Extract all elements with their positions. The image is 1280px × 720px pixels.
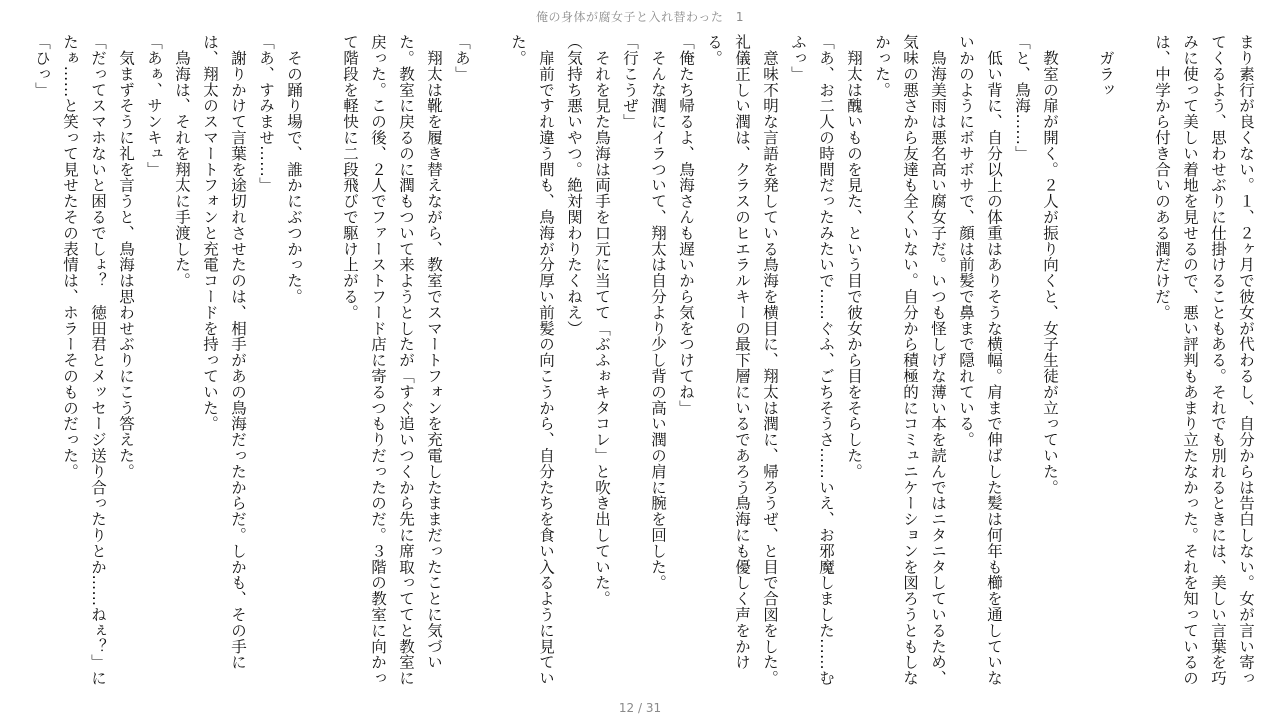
paragraph: ガラッ xyxy=(1097,34,1115,98)
paragraph: 扉前ですれ違う間も、鳥海が分厚い前髪の向こうから、自分たちを食い入るように見ていた。 xyxy=(509,34,555,686)
paragraph: 翔太は靴を履き替えながら、教室でスマートフォンを充電したままだったことに気づいた。教室に戻るのに潤もついて来ようとしたが「すぐ追いつくから先に席取っててと教室に戻った。この後、２人でファーストフード店に寄るつもりだったのだ。３階の教室に向かって階段を軽快に二段飛びで駆け上がる。 xyxy=(341,34,443,686)
paragraph: 鳥海美雨は悪名高い腐女子だ。いつも怪しげな薄い本を読んではニタニタしているため、気味の悪さから友達も全くいない。自分から積極的にコミュニケーションを図ろうともしなかった。 xyxy=(873,34,947,686)
dialogue-line: 「あぁ、サンキュ」 xyxy=(145,34,163,178)
paragraph: 気まずそうに礼を言うと、鳥海は思わせぶりにこう答えた。 xyxy=(117,34,135,480)
paragraph: そんな潤にイラついて、翔太は自分より少し背の高い潤の肩に腕を回した。 xyxy=(649,34,667,591)
paragraph: それを見た鳥海は両手を口元に当てて「ぶふぉキタコレ」と吹き出していた。 xyxy=(593,34,611,607)
dialogue-line: 「と、鳥海……」 xyxy=(1013,34,1031,162)
dialogue-line: 「行こうぜ」 xyxy=(621,34,639,130)
vertical-text-body xyxy=(33,34,1260,698)
blank-line xyxy=(1064,34,1092,698)
paragraph: 低い背に、自分以上の体重はありそうな横幅。肩まで伸ばした髪は何年も櫛を通していないかのようにボサボサで、顔は前髪で鼻まで隠れている。 xyxy=(957,34,1003,686)
paragraph: 鳥海は、それを翔太に手渡した。 xyxy=(173,34,191,289)
blank-line xyxy=(1120,34,1148,698)
page-indicator: 12 / 31 xyxy=(618,701,662,715)
dialogue-line: 「あ」 xyxy=(453,34,471,82)
blank-line xyxy=(476,34,504,698)
dialogue-line: 「あ、すみませ……」 xyxy=(257,34,275,193)
dialogue-line: 「俺たち帰るよ、鳥海さんも遅いから気をつけてね」 xyxy=(677,34,695,416)
paragraph: 意味不明な言語を発している鳥海を横目に、翔太は潤に、帰ろうぜ、と目で合図をした。礼儀正しい潤は、クラスのヒエラルキーの最下層にいるであろう鳥海にも優しく声をかける。 xyxy=(705,34,779,686)
paragraph: まり素行が良くない。１、２ヶ月で彼女が代わるし、自分からは告白しない。女が言い寄ってくるよう、思わせぶりに仕掛けることもある。それでも別れるときには、美しい言葉を巧みに使って美しい着地を見せるので、悪い評判もあまり立たなかった。それを知っているのは、中学から付き合いのある潤だけだ。 xyxy=(1153,34,1255,686)
dialogue-line: 「ひっ」 xyxy=(33,34,51,98)
paragraph: 謝りかけて言葉を途切れさせたのは、相手があの鳥海だったからだ。しかも、その手には、翔太のスマートフォンと充電コードを持っていた。 xyxy=(201,34,247,670)
paragraph: 教室の扉が開く。２人が振り向くと、女子生徒が立っていた。 xyxy=(1041,34,1059,496)
paragraph: 翔太は醜いものを見た、という目で彼女から目をそらした。 xyxy=(845,34,863,480)
thought-line: （気持ち悪いやつ。絶対関わりたくねえ） xyxy=(565,34,583,337)
reader-page[interactable] xyxy=(33,34,1260,698)
book-title: 俺の身体が腐女子と入れ替わった 1 xyxy=(535,10,745,24)
paragraph: その踊り場で、誰かにぶつかった。 xyxy=(285,34,303,305)
blank-line xyxy=(308,34,336,698)
dialogue-line: 「あ、お二人の時間だったみたいで……ぐふ、ごちそうさ……いえ、お邪魔しました……むふっ」 xyxy=(789,34,835,686)
dialogue-line: 「だってスマホないと困るでしょ？ 徳田君とメッセージ送り合ったりとか……ねぇ？」にたぁ……と笑って見せたその表情は、ホラーそのものだった。 xyxy=(61,34,107,686)
